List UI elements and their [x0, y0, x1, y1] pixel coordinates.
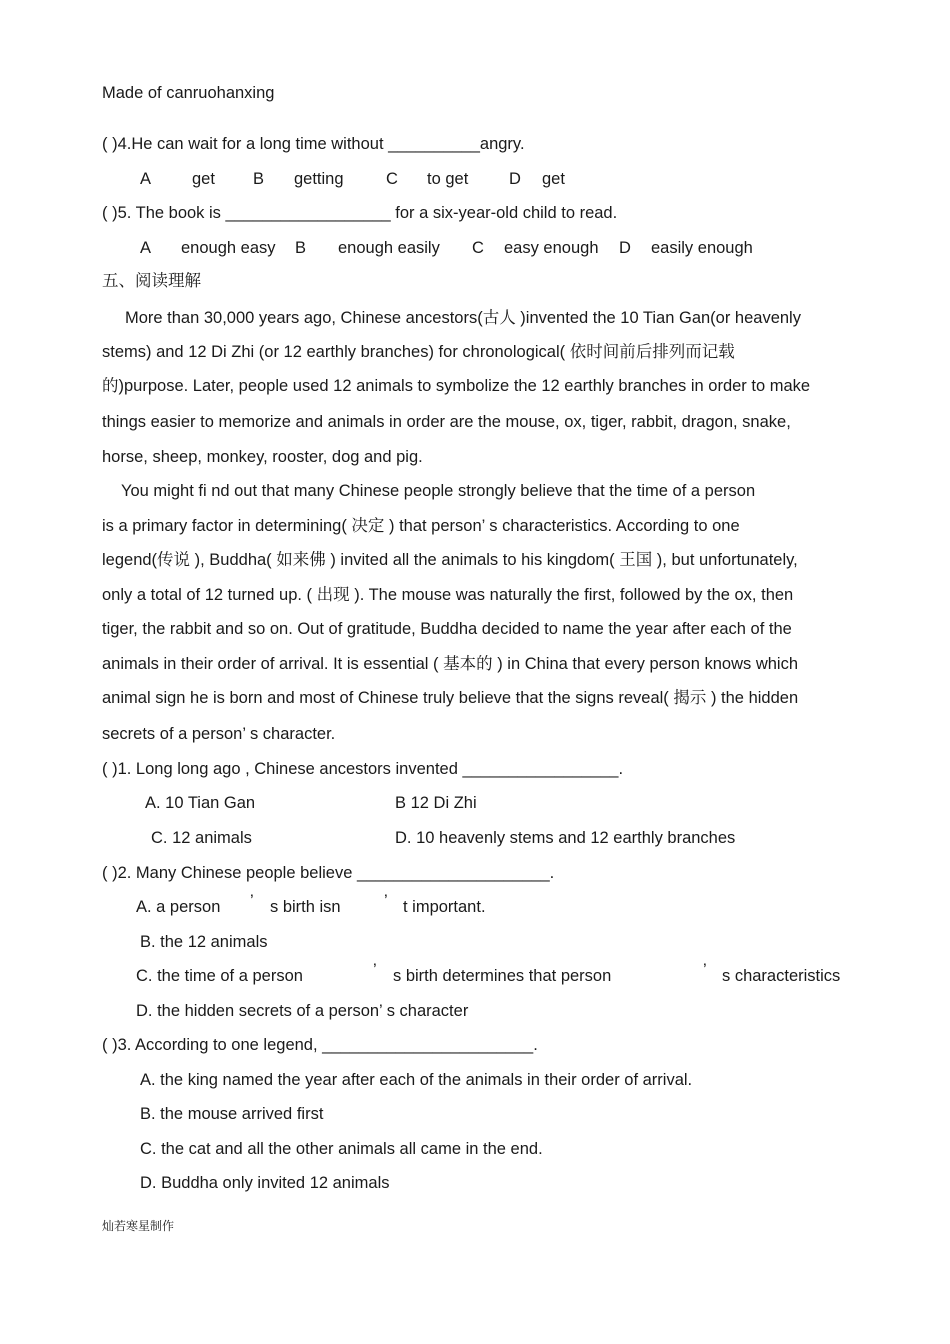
q2-c-part-3: s characteristics [722, 967, 841, 985]
passage-p2-line-4: only a total of 12 turned up. ( 出现 ). The mouse was naturally the first, followed by the ox, then [102, 586, 794, 604]
question-1-option-b: B 12 Di Zhi [395, 794, 477, 812]
question-3-stem: ( )3. According to one legend, _______________________. [102, 1036, 538, 1054]
section-title: 五、阅读理解 [102, 272, 201, 290]
q5-option-a-letter: A [140, 239, 152, 257]
q2-c-part-2: s birth determines that person [393, 967, 612, 985]
q5-option-a-text: enough easy [181, 239, 276, 257]
q2-c-apostrophe-2: ’ [703, 961, 707, 979]
q2-a-part-1: A. a person [136, 898, 221, 916]
passage-p1-line-1: More than 30,000 years ago, Chinese ancestors(古人 )invented the 10 Tian Gan(or heavenly [125, 309, 801, 327]
q4-option-a-letter: A [140, 170, 152, 188]
q5-option-b-text: enough easily [338, 239, 440, 257]
q2-c-part-1: C. the time of a person [136, 967, 303, 985]
passage-p1-line-3: 的)purpose. Later, people used 12 animals to symbolize the 12 earthly branches in order to make [102, 377, 811, 395]
question-3-option-b: B. the mouse arrived first [140, 1105, 324, 1123]
passage-p2-line-8: secrets of a person’ s character. [102, 725, 336, 743]
q2-c-apostrophe-1: ’ [373, 961, 377, 979]
passage-p2-line-5: tiger, the rabbit and so on. Out of gratitude, Buddha decided to name the year after each of the [102, 620, 792, 638]
q5-option-d-letter: D [619, 239, 631, 257]
page-footer: 灿若寒星制作 [102, 1219, 175, 1233]
q4-option-d-text: get [542, 170, 565, 188]
q2-a-apostrophe-1: ’ [250, 892, 254, 910]
question-1-option-c: C. 12 animals [151, 829, 252, 847]
question-2-option-b: B. the 12 animals [140, 933, 268, 951]
question-2-option-d: D. the hidden secrets of a person’ s character [136, 1002, 469, 1020]
q2-a-apostrophe-2: ’ [384, 892, 388, 910]
q5-option-c-text: easy enough [504, 239, 599, 257]
grammar-q4-stem: ( )4.He can wait for a long time without __________angry. [102, 135, 525, 153]
question-3-option-d: D. Buddha only invited 12 animals [140, 1174, 390, 1192]
grammar-q5-stem: ( )5. The book is __________________ for a six-year-old child to read. [102, 204, 618, 222]
q5-option-b-letter: B [295, 239, 307, 257]
q4-option-d-letter: D [509, 170, 521, 188]
q4-option-a-text: get [192, 170, 215, 188]
passage-p2-line-1: You might fi nd out that many Chinese people strongly believe that the time of a person [121, 482, 756, 500]
q2-a-part-3: t important. [403, 898, 486, 916]
q4-option-c-letter: C [386, 170, 398, 188]
q4-option-c-text: to get [427, 170, 469, 188]
question-1-option-d: D. 10 heavenly stems and 12 earthly branches [395, 829, 736, 847]
passage-p2-line-3: legend(传说 ), Buddha( 如来佛 ) invited all the animals to his kingdom( 王国 ), but unfortunately, [102, 551, 798, 569]
passage-p2-line-2: is a primary factor in determining( 决定 ) that person’ s characteristics. According to one [102, 517, 740, 535]
passage-p2-line-7: animal sign he is born and most of Chinese truly believe that the signs reveal( 揭示 ) the hidden [102, 689, 799, 707]
question-3-option-a: A. the king named the year after each of the animals in their order of arrival. [140, 1071, 693, 1089]
question-1-option-a: A. 10 Tian Gan [145, 794, 256, 812]
passage-p1-line-5: horse, sheep, monkey, rooster, dog and pig. [102, 448, 423, 466]
q4-option-b-letter: B [253, 170, 265, 188]
page-header: Made of canruohanxing [102, 84, 275, 102]
question-2-stem: ( )2. Many Chinese people believe _____________________. [102, 864, 555, 882]
question-3-option-c: C. the cat and all the other animals all came in the end. [140, 1140, 543, 1158]
question-1-stem: ( )1. Long long ago , Chinese ancestors invented _________________. [102, 760, 624, 778]
q4-option-b-text: getting [294, 170, 344, 188]
q5-option-c-letter: C [472, 239, 484, 257]
passage-p2-line-6: animals in their order of arrival. It is essential ( 基本的 ) in China that every person knows which [102, 655, 799, 673]
q2-a-part-2: s birth isn [270, 898, 341, 916]
q5-option-d-text: easily enough [651, 239, 753, 257]
passage-p1-line-2: stems) and 12 Di Zhi (or 12 earthly branches) for chronological( 依时间前后排列而记载 [102, 343, 735, 361]
passage-p1-line-4: things easier to memorize and animals in order are the mouse, ox, tiger, rabbit, dragon, snake, [102, 413, 791, 431]
